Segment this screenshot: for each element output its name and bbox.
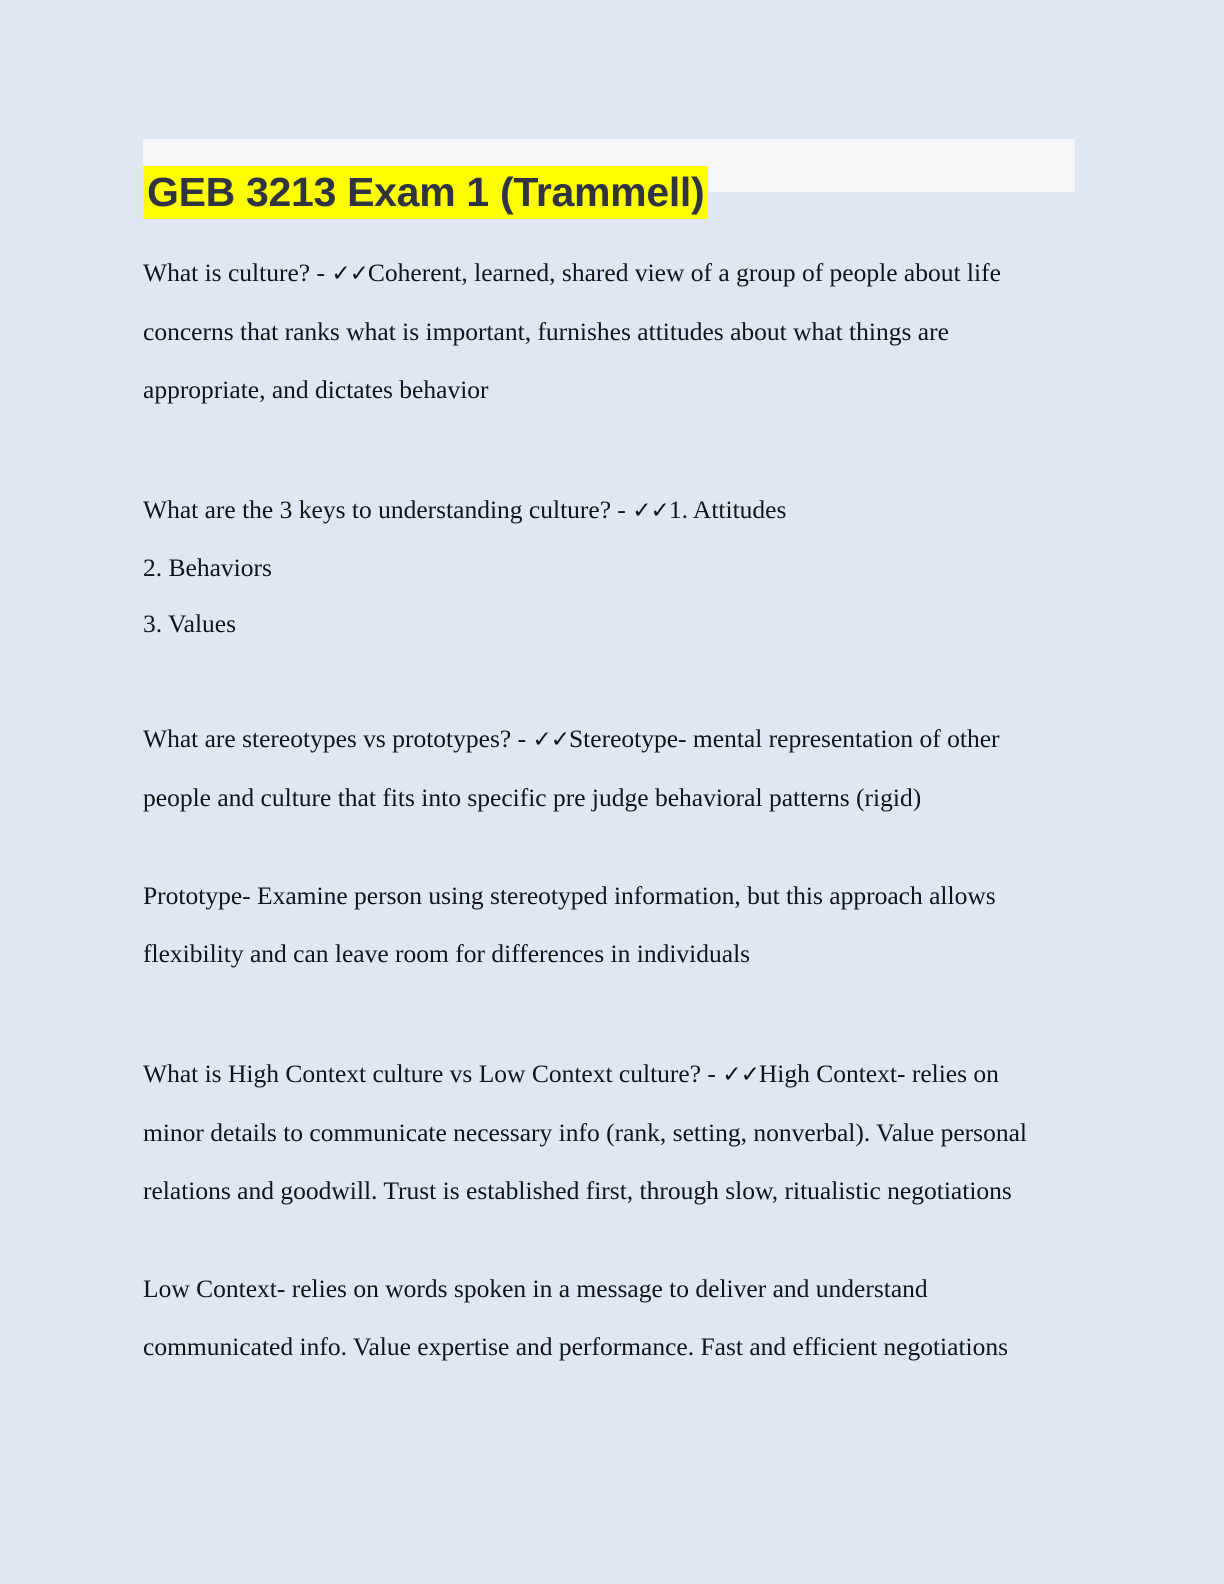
answer-list-item: 2. Behaviors xyxy=(143,553,272,582)
question-text: What is culture? - xyxy=(143,258,332,287)
qa-block xyxy=(143,481,1061,652)
section-spacer xyxy=(143,459,1061,481)
answer-continuation: Prototype- Examine person using stereotyped information, but this approach allows flexibility and can leave room for differences in individuals xyxy=(143,881,996,968)
qa-block xyxy=(143,244,1061,419)
question-text: What is High Context culture vs Low Context culture? - xyxy=(143,1059,723,1088)
qa-question-answer xyxy=(143,244,1061,419)
question-text: What are the 3 keys to understanding culture? - xyxy=(143,495,633,524)
check-marks-icon: ✓✓ xyxy=(722,1062,759,1088)
check-marks-icon: ✓✓ xyxy=(632,498,669,524)
check-marks-icon: ✓✓ xyxy=(532,727,569,753)
page-title: GEB 3213 Exam 1 (Trammell) xyxy=(143,166,708,219)
answer-continuation: Low Context- relies on words spoken in a message to deliver and understand communicated info. Value expertise and performance. Fast and efficient negotiations xyxy=(143,1274,1009,1361)
qa-question-answer xyxy=(143,710,1061,827)
answer-text: High Context- relies on minor details to communicate necessary info (rank, setting, nonverbal). Value personal relations and goodwill. Trust is established first, through slow, ritualistic negotiations xyxy=(143,1059,1027,1205)
answer-text: Coherent, learned, shared view of a group of people about life concerns that ranks what is important, furnishes attitudes about what things are appropriate, and dictates behavior xyxy=(143,258,1001,404)
qa-block xyxy=(143,710,1061,827)
section-spacer xyxy=(143,688,1061,710)
answer-text: Stereotype- mental representation of other people and culture that fits into specific pre judge behavioral patterns (rigid) xyxy=(143,724,1000,812)
answer-text: 1. Attitudes xyxy=(668,495,787,524)
answer-list-item: 3. Values xyxy=(143,609,237,638)
check-marks-icon: ✓✓ xyxy=(331,261,368,287)
section-spacer xyxy=(143,1023,1061,1045)
qa-continuation-block xyxy=(143,867,1061,983)
document-body xyxy=(143,244,1061,1416)
qa-block xyxy=(143,1045,1061,1220)
qa-continuation-block xyxy=(143,1260,1061,1376)
qa-question-answer xyxy=(143,1045,1061,1220)
question-text: What are stereotypes vs prototypes? - xyxy=(143,724,533,753)
qa-question-answer xyxy=(143,481,1061,540)
